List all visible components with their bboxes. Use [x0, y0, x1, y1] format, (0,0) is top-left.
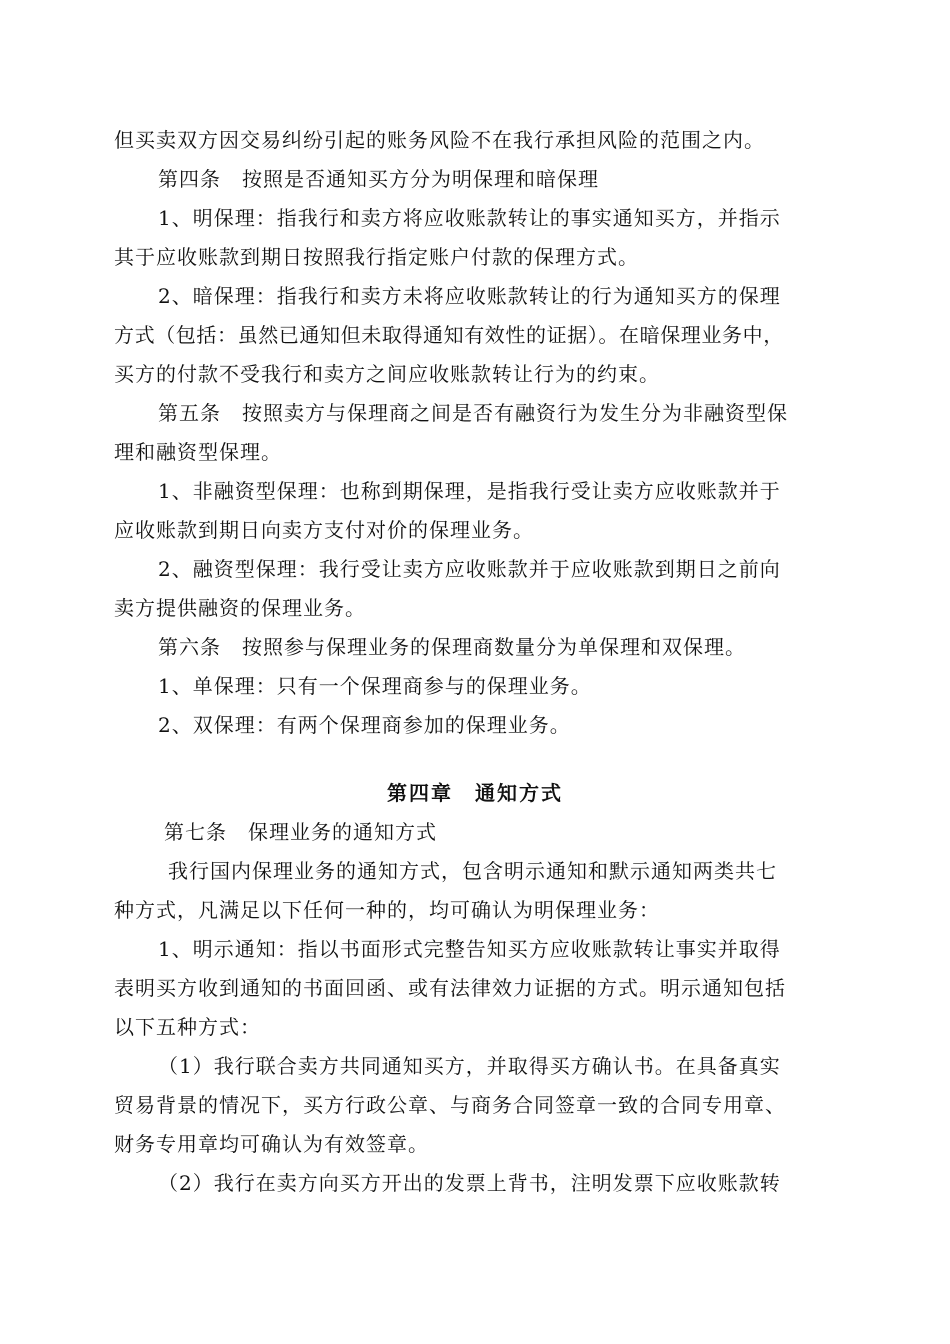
article-heading: 第四条 按照是否通知买方分为明保理和暗保理 — [158, 167, 599, 191]
paragraph-line: （1）我行联合卖方共同通知买方，并取得买方确认书。在具备真实 — [158, 1054, 781, 1078]
article-heading: 第七条 保理业务的通知方式 — [164, 820, 437, 844]
paragraph-line: 其于应收账款到期日按照我行指定账户付款的保理方式。 — [114, 245, 639, 269]
paragraph-line: 贸易背景的情况下，买方行政公章、与商务合同签章一致的合同专用章、 — [114, 1093, 786, 1117]
paragraph-line: 应收账款到期日向卖方支付对价的保理业务。 — [114, 518, 534, 542]
paragraph-line: 1、明示通知：指以书面形式完整告知买方应收账款转让事实并取得 — [158, 937, 781, 961]
paragraph-line: 2、暗保理：指我行和卖方未将应收账款转让的行为通知买方的保理 — [158, 284, 781, 308]
paragraph-line: 但买卖双方因交易纠纷引起的账务风险不在我行承担风险的范围之内。 — [114, 128, 765, 152]
paragraph-line: 卖方提供融资的保理业务。 — [114, 596, 366, 620]
article-heading: 第五条 按照卖方与保理商之间是否有融资行为发生分为非融资型保 — [158, 401, 788, 425]
paragraph-line: 我行国内保理业务的通知方式，包含明示通知和默示通知两类共七 — [168, 859, 777, 883]
paragraph-line: 方式（包括：虽然已通知但未取得通知有效性的证据）。在暗保理业务中， — [114, 323, 784, 347]
paragraph-line: （2）我行在卖方向买方开出的发票上背书，注明发票下应收账款转 — [158, 1171, 781, 1195]
paragraph-line: 财务专用章均可确认为有效签章。 — [114, 1132, 429, 1156]
paragraph-line: 1、单保理：只有一个保理商参与的保理业务。 — [158, 674, 592, 698]
paragraph-line: 2、融资型保理：我行受让卖方应收账款并于应收账款到期日之前向 — [158, 557, 781, 581]
paragraph-line: 1、明保理：指我行和卖方将应收账款转让的事实通知买方，并指示 — [158, 206, 781, 230]
chapter-heading: 第四章 通知方式 — [387, 781, 563, 805]
article-heading: 第六条 按照参与保理业务的保理商数量分为单保理和双保理。 — [158, 635, 746, 659]
paragraph-line: 买方的付款不受我行和卖方之间应收账款转让行为的约束。 — [114, 362, 660, 386]
paragraph-line: 以下五种方式： — [114, 1015, 261, 1039]
paragraph-line: 表明买方收到通知的书面回函、或有法律效力证据的方式。明示通知包括 — [114, 976, 786, 1000]
paragraph-line: 种方式，凡满足以下任何一种的，均可确认为明保理业务： — [114, 898, 660, 922]
paragraph-line: 1、非融资型保理：也称到期保理，是指我行受让卖方应收账款并于 — [158, 479, 781, 503]
paragraph-line: 理和融资型保理。 — [114, 440, 282, 464]
paragraph-line: 2、双保理：有两个保理商参加的保理业务。 — [158, 713, 571, 737]
